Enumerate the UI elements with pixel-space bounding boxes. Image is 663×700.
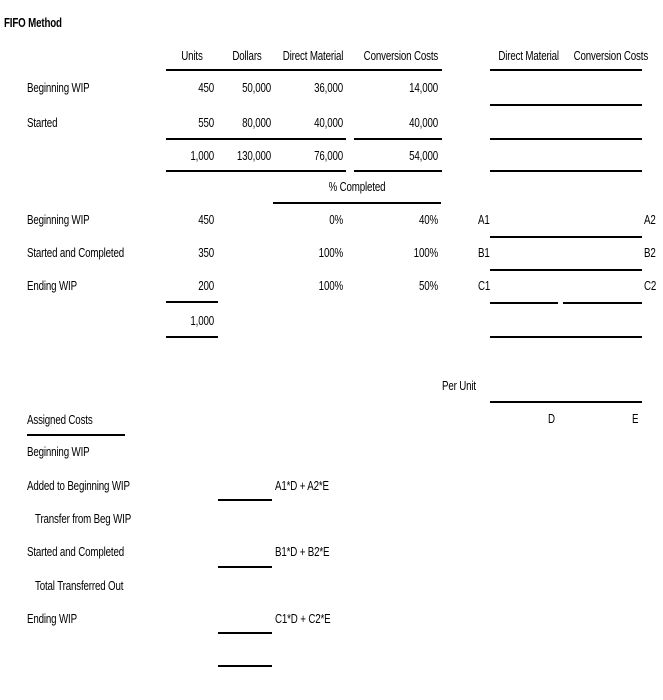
amount-line: [218, 632, 272, 634]
pct-completed-underline: [273, 202, 441, 204]
assigned-row-label: Added to Beginning WIP: [27, 479, 130, 493]
pct-total-units: 1,000: [190, 314, 214, 328]
blank-line: [490, 236, 642, 238]
amount-line: [218, 499, 272, 501]
cell-units: 550: [198, 116, 214, 130]
cell-dollars: 80,000: [242, 116, 271, 130]
assigned-row-label: Total Transferred Out: [35, 579, 124, 593]
header-underline: [166, 69, 442, 71]
total-units: 1,000: [190, 149, 214, 163]
row-label: Beginning WIP: [27, 81, 90, 95]
subtotal-underline-cc: [354, 138, 442, 140]
page-title: FIFO Method: [4, 16, 62, 30]
per-unit-e: E: [632, 412, 639, 426]
total-dm: 76,000: [314, 149, 343, 163]
blank-line: [490, 269, 642, 271]
cell-units: 450: [198, 81, 214, 95]
assigned-costs-underline: [27, 434, 125, 436]
cell-units: 200: [198, 279, 214, 293]
blank-line: [490, 336, 642, 338]
header-dollars: Dollars: [232, 49, 262, 63]
row-label: Beginning WIP: [27, 213, 90, 227]
right-header-direct-material: Direct Material: [498, 49, 559, 63]
units-underline: [166, 301, 218, 303]
cell-dollars: 50,000: [242, 81, 271, 95]
per-unit-label: Per Unit: [442, 379, 476, 393]
total-dollars: 130,000: [236, 149, 271, 163]
assigned-row-label: Transfer from Beg WIP: [35, 512, 132, 526]
amount-line-total: [218, 665, 272, 667]
row-label: Started: [27, 116, 58, 130]
total-underline-cc: [354, 170, 442, 172]
blank-line-short: [490, 302, 558, 304]
per-unit-d: D: [548, 412, 555, 426]
formula: B1*D + B2*E: [275, 545, 330, 559]
formula: C1*D + C2*E: [275, 612, 331, 626]
formula: A1*D + A2*E: [275, 479, 329, 493]
code-left: A1: [478, 213, 490, 227]
assigned-row-label: Started and Completed: [27, 545, 125, 559]
cell-dm: 36,000: [314, 81, 343, 95]
cell-dm-pct: 100%: [318, 279, 343, 293]
header-conversion-costs: Conversion Costs: [363, 49, 439, 63]
subtotal-underline: [166, 138, 346, 140]
cell-units: 350: [198, 246, 214, 260]
code-right: B2: [644, 246, 656, 260]
assigned-row-label: Ending WIP: [27, 612, 77, 626]
cell-dm-pct: 100%: [318, 246, 343, 260]
blank-line: [490, 138, 642, 140]
cell-dm: 40,000: [314, 116, 343, 130]
cell-units: 450: [198, 213, 214, 227]
right-header-conversion-costs: Conversion Costs: [573, 49, 649, 63]
cell-cc: 14,000: [409, 81, 438, 95]
cell-dm-pct: 0%: [329, 213, 343, 227]
cell-cc-pct: 50%: [418, 279, 438, 293]
row-label: Started and Completed: [27, 246, 125, 260]
code-left: C1: [478, 279, 491, 293]
blank-line: [490, 170, 642, 172]
pct-completed-label: % Completed: [328, 180, 386, 194]
assigned-costs-title: Assigned Costs: [27, 413, 93, 427]
cell-cc-pct: 100%: [413, 246, 438, 260]
header-direct-material: Direct Material: [282, 49, 344, 63]
header-units: Units: [181, 49, 203, 63]
per-unit-line: [490, 401, 642, 403]
amount-line: [218, 566, 272, 568]
blank-line: [490, 104, 642, 106]
right-header-underline: [490, 69, 642, 71]
units-total-underline: [166, 336, 218, 338]
code-right: A2: [644, 213, 656, 227]
code-right: C2: [644, 279, 657, 293]
cell-cc: 40,000: [409, 116, 438, 130]
blank-line-short: [563, 302, 642, 304]
total-cc: 54,000: [409, 149, 438, 163]
assigned-row-label: Beginning WIP: [27, 445, 90, 459]
code-left: B1: [478, 246, 490, 260]
total-underline: [166, 170, 346, 172]
cell-cc-pct: 40%: [418, 213, 438, 227]
row-label: Ending WIP: [27, 279, 77, 293]
